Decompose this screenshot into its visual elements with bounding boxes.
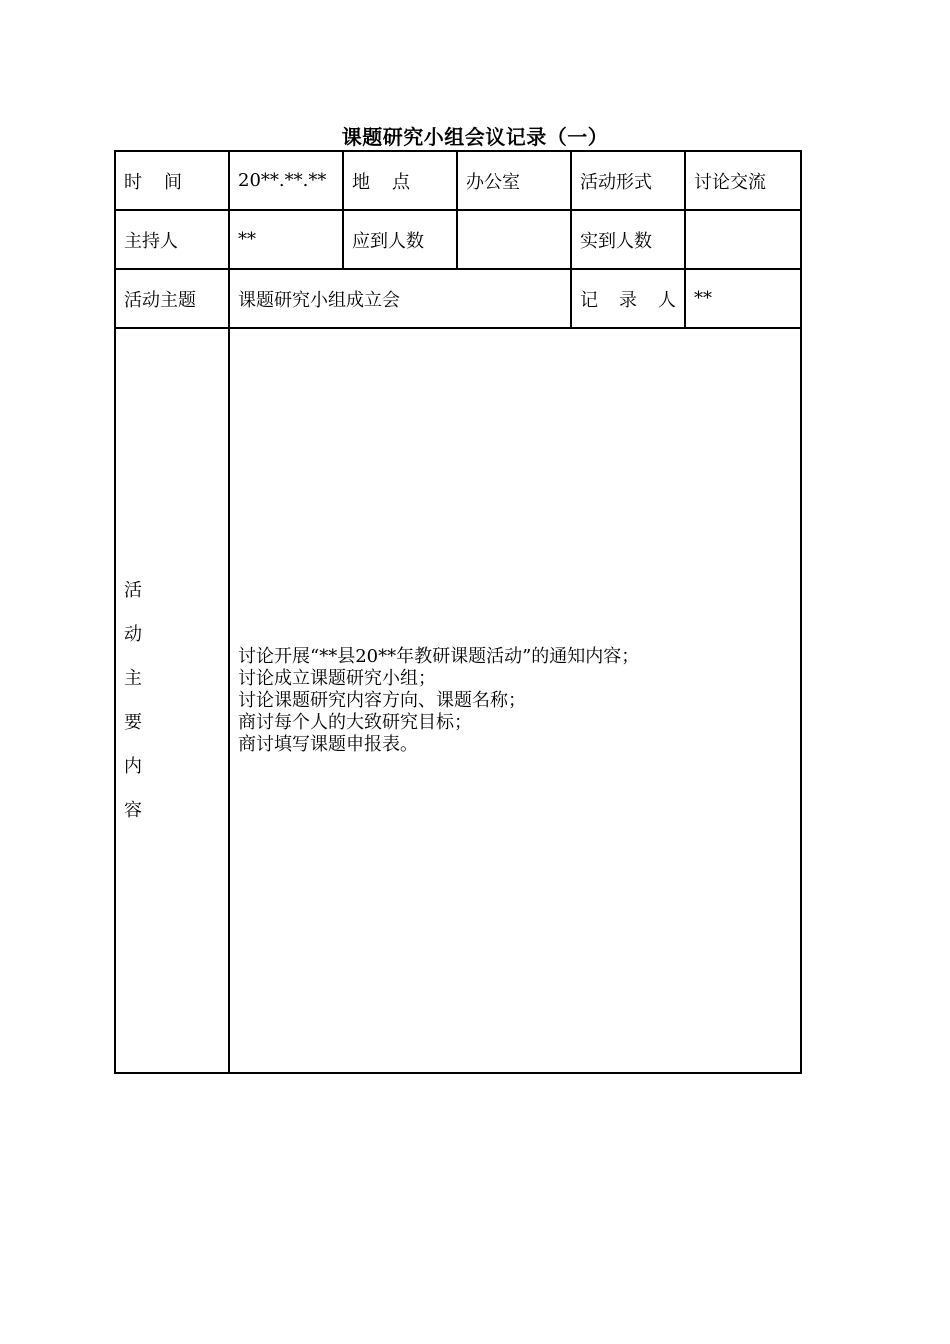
time-label-char: 时 <box>124 171 142 193</box>
time-label-cell <box>115 151 229 210</box>
content-label-char: 要 <box>124 711 142 733</box>
table-row <box>115 151 801 210</box>
recorder-label-char: 录 <box>619 289 637 311</box>
table-row <box>115 328 801 1073</box>
place-label-cell <box>343 151 457 210</box>
place-label-char: 点 <box>392 171 410 193</box>
content-label-char: 活 <box>124 579 142 601</box>
content-label-char: 容 <box>124 799 142 821</box>
content-line: 讨论成立课题研究小组； <box>238 667 436 689</box>
form-value: 讨论交流 <box>685 151 801 210</box>
place-value: 办公室 <box>457 151 571 210</box>
content-label-cell <box>115 328 229 1073</box>
time-label-char: 间 <box>164 171 182 193</box>
content-line: 商讨每个人的大致研究目标； <box>238 711 472 733</box>
content-line: 讨论开展“**县20**年教研课题活动”的通知内容； <box>238 645 640 667</box>
expected-count-label: 应到人数 <box>343 210 457 269</box>
recorder-label-char: 人 <box>658 289 676 311</box>
actual-count-value <box>685 210 801 269</box>
table-row <box>115 210 801 269</box>
content-body <box>229 328 801 1073</box>
page-title: 课题研究小组会议记录（一） <box>341 125 609 149</box>
theme-value: 课题研究小组成立会 <box>229 269 571 328</box>
recorder-label-char: 记 <box>580 289 598 311</box>
meeting-record-table <box>114 150 802 1074</box>
recorder-label-cell <box>571 269 685 328</box>
theme-label: 活动主题 <box>115 269 229 328</box>
table-row <box>115 269 801 328</box>
content-label-char: 动 <box>124 623 142 645</box>
time-value: 20**.**.** <box>229 151 343 210</box>
content-line: 讨论课题研究内容方向、课题名称； <box>238 689 526 711</box>
content-line: 商讨填写课题申报表。 <box>238 733 418 755</box>
actual-count-label: 实到人数 <box>571 210 685 269</box>
expected-count-value <box>457 210 571 269</box>
place-label-char: 地 <box>352 171 370 193</box>
content-label-char: 主 <box>124 667 142 689</box>
host-value: ** <box>229 210 343 269</box>
content-label-char: 内 <box>124 755 142 777</box>
host-label: 主持人 <box>115 210 229 269</box>
recorder-value: ** <box>685 269 801 328</box>
content-label <box>124 569 220 833</box>
form-label: 活动形式 <box>571 151 685 210</box>
